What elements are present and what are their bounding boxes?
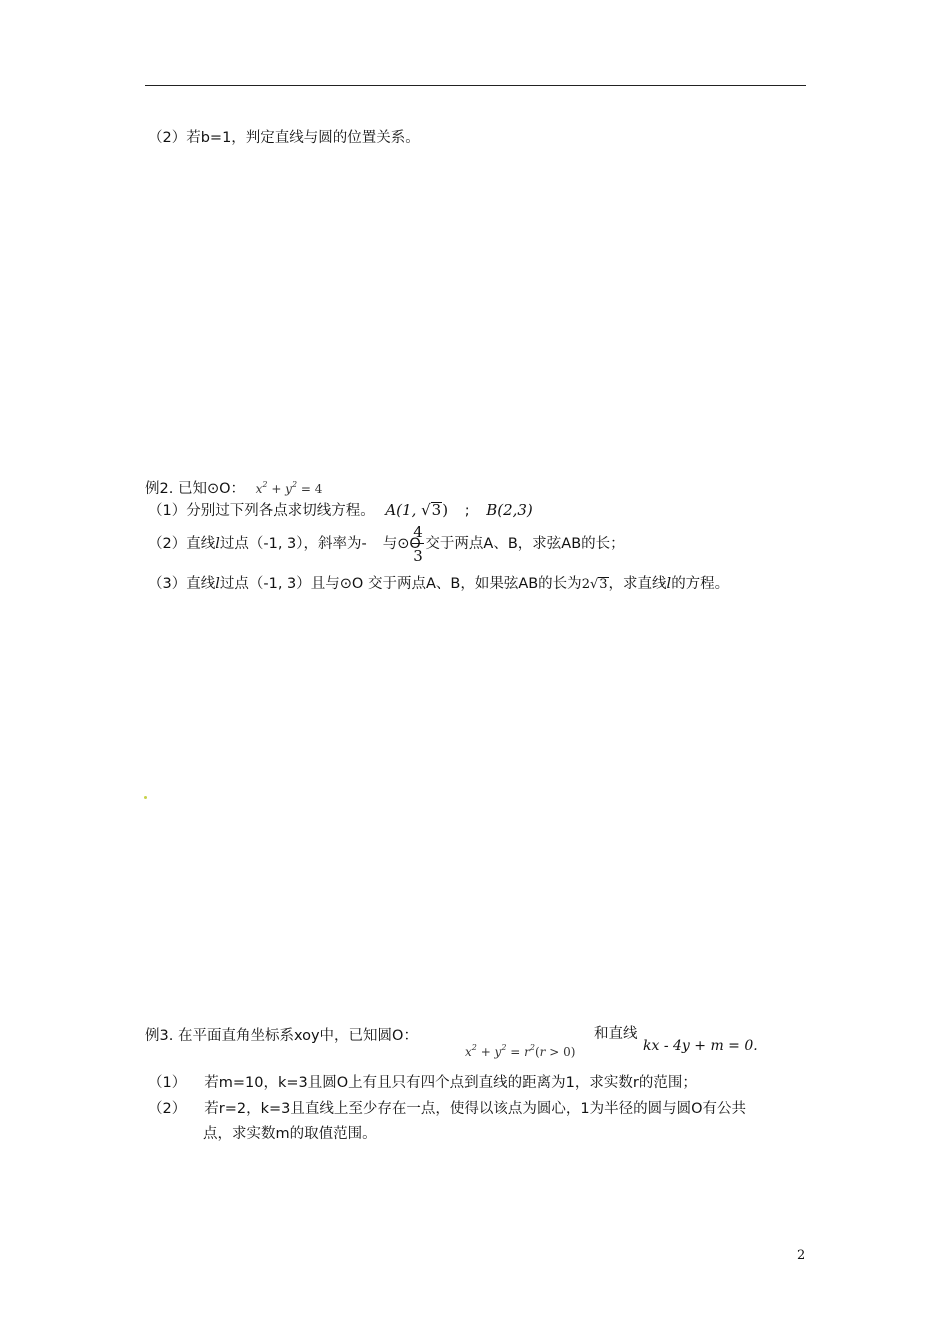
q1-text: （1）分别过下列各点求切线方程。 <box>148 503 375 519</box>
slope-fraction-bar <box>412 543 424 544</box>
circle-o-equation: $x^2 + y^2 = r^2(r > 0)$ <box>465 1043 576 1059</box>
point-b: B(2,3) <box>486 501 533 519</box>
circle-equation: $x^2 + y^2 = 4$ <box>255 480 323 496</box>
example-3-title: 例3. 在平面直角坐标系xoy中，已知圆O： <box>145 1028 418 1044</box>
slope-numerator: 4 <box>413 523 423 541</box>
separator: ; <box>464 503 470 519</box>
stray-mark <box>144 796 147 799</box>
header-rule <box>145 85 806 86</box>
example-3-q2-cont: 点，求实数m的取值范围。 <box>203 1126 377 1142</box>
point-a: A(1, √3) <box>385 501 449 519</box>
line-l: l <box>215 536 220 552</box>
and-line-label: 和直线 <box>594 1026 638 1042</box>
example-3-q2: （2） 若r=2，k=3且直线上至少存在一点，使得以该点为圆心，1为半径的圆与圆O有公共 <box>148 1101 746 1117</box>
page-number: 2 <box>797 1248 806 1263</box>
chord-length: 2√3 <box>581 577 608 592</box>
example-3-q1: （1） 若m=10，k=3且圆O上有且只有四个点到直线的距离为1，求实数r的范围； <box>148 1075 697 1091</box>
slope-denominator: 3 <box>413 547 423 565</box>
example-2-title <box>145 475 322 499</box>
part-2-question: （2）若b=1，判定直线与圆的位置关系。 <box>148 130 420 146</box>
line-equation: kx - 4y + m = 0. <box>643 1038 758 1054</box>
example-2-q1 <box>148 500 533 521</box>
example-2-q3: （3）直线l过点（-1, 3）且与⊙O 交于两点A、B，如果弦AB的长为2√3，求直线l的方程。 <box>148 576 730 592</box>
example-2-q2: （2）直线l过点（-1, 3），斜率为- 与⊙O 交于两点A、B，求弦AB的长； <box>148 536 625 552</box>
example-2-label: 例2. 已知⊙O： <box>145 481 246 497</box>
